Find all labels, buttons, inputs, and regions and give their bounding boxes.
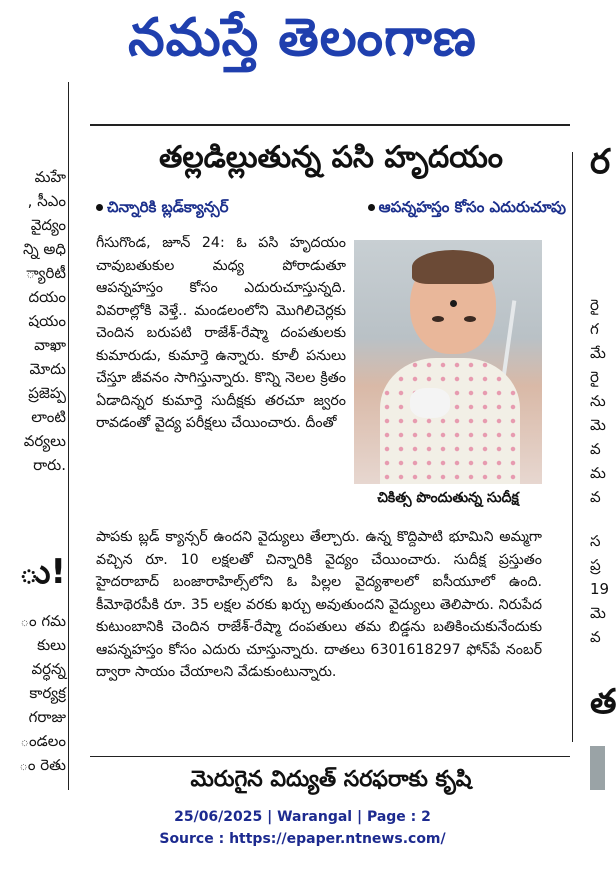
bindi-shape xyxy=(450,300,457,307)
kicker-right-text: ఆపన్నహస్తం కోసం ఎదురుచూపు xyxy=(378,198,566,216)
right-fragment: మె xyxy=(590,604,606,622)
left-fragment: వాఖా xyxy=(34,336,66,354)
right-fragment: వ xyxy=(590,628,601,646)
right-fragment: వ xyxy=(590,440,601,458)
article-kickers xyxy=(96,198,566,220)
right-fragment: మె xyxy=(590,416,606,434)
left-column xyxy=(0,82,66,790)
right-fragment: గ xyxy=(590,320,599,338)
newspaper-clipping xyxy=(0,82,616,792)
left-fragment: ం గమ xyxy=(20,612,66,630)
left-fragment: ం రెతు xyxy=(19,756,66,774)
right-fragment: 19 xyxy=(590,580,610,598)
kicker-left xyxy=(96,198,229,220)
top-rule xyxy=(90,124,570,126)
article-body-bottom xyxy=(96,526,542,684)
right-fragment: రై xyxy=(590,296,599,314)
left-fragment: దయం xyxy=(28,288,66,306)
right-fragment: మ xyxy=(590,464,606,482)
bullet-icon xyxy=(96,204,103,211)
right-fragment: మే xyxy=(590,344,606,362)
bullet-icon xyxy=(368,204,375,211)
left-fragment: వైద్యం xyxy=(30,216,66,234)
right-fragment: ను xyxy=(590,392,606,410)
left-fragment: మోదు xyxy=(29,360,66,378)
left-fragment: , సీఎం xyxy=(27,192,66,210)
right-fragment: స xyxy=(590,532,601,550)
left-fragment: ్యారిటీ xyxy=(26,264,66,282)
left-fragment: న్ని అధి xyxy=(22,240,66,258)
left-fragment: వర్ధన్న xyxy=(31,660,66,678)
dress-pattern xyxy=(380,358,520,484)
subhead-rule xyxy=(90,756,570,757)
right-column xyxy=(590,82,616,790)
left-fragment: రారు. xyxy=(33,456,66,474)
eye-shape xyxy=(432,316,444,322)
photo-caption: చికిత్స పొందుతున్న సుదీక్ష xyxy=(377,490,519,506)
right-fragment: వ xyxy=(590,488,601,506)
right-column-image-edge xyxy=(590,746,605,790)
left-fragment: వర్యలు xyxy=(23,432,66,450)
article-paragraph: పాపకు బ్లడ్ క్యాన్సర్ ఉందని వైద్యులు తేల్చారు. ఉన్న కొద్దిపాటి భూమిని అమ్మగా వచ్చిన రూ. 10 లక్షలతో చిన్నారికి వైద్యం చేయించారు. సుదీక్ష ప్రస్తుతం హైదరాబాద్ బంజారాహిల్స్‌లోని ఓ పిల్లల వైద్యశాలలో ఐసీయూలో ఉంది. కీమోథెరపీకి రూ. 35 లక్షల వరకు ఖర్చు అవుతుందని వైద్యులు తెలిపారు. నిరుపేద కుటుంబానికి చెందిన రాజేశ్-రేష్మా దంపతులు తమ బిడ్డను బతికించుకునేందుకు ఆపన్నహస్తం కోసం ఎదురు చూస్తున్నారు. దాతలు 6301618297 ఫోన్‌పే నంబర్ ద్వారా సాయం చేయాలని వేడుకుంటున్నారు. xyxy=(96,529,542,680)
child-photo xyxy=(354,240,542,484)
masthead xyxy=(0,0,605,80)
page-footer xyxy=(0,806,605,850)
bandaged-hand-shape xyxy=(410,388,450,418)
article-paragraph: గీసుగొండ, జూన్ 24: ఓ పసి హృదయం చావుబతుకుల మధ్య పోరాడుతూ ఆపన్నహస్తం కోసం ఎదురుచూస్తున్నది. వివరాల్లోకి వెళ్తే.. మండలంలోని మొగిలిచెర్లకు చెందిన బరుపటి రాజేశ్-రేష్మా దంపతులకు కుమారుడు, కుమార్తె ఉన్నారు. కూలీ పనులు చేస్తూ జీవనం సాగిస్తున్నారు. కొన్ని నెలల క్రితం ఏడాదిన్నర కుమార్తె సుదీక్షకు తరచూ జ్వరం రావడంతో వైద్య పరీక్షలు చేయించారు. దీంతో xyxy=(96,235,346,431)
newspaper-logo: నమస్తే తెలంగాణ xyxy=(128,8,477,68)
left-fragment: ప్రజెప్ప xyxy=(28,384,66,402)
child-hair-shape xyxy=(412,250,494,284)
article-headline: తల్లడిల్లుతున్న పసి హృదయం xyxy=(159,140,503,175)
left-fragment: కులు xyxy=(37,636,66,654)
left-column-rule xyxy=(68,82,69,790)
right-column-lower-fragment: త xyxy=(590,682,616,722)
left-fragment: షయం xyxy=(28,312,66,330)
left-fragment: ండలం xyxy=(20,732,66,750)
right-fragment: ప్ర xyxy=(590,556,601,574)
eye-shape xyxy=(464,316,476,322)
article-body-top xyxy=(96,232,346,435)
next-article-headline: మెరుగైన విద్యుత్ సరఫరాకు కృషి xyxy=(190,767,472,792)
left-fragment: గరాజు xyxy=(28,708,66,726)
right-column-rule xyxy=(572,152,573,742)
right-fragment: రై xyxy=(590,368,599,386)
footer-source-line: Source : https://epaper.ntnews.com/ xyxy=(159,831,446,847)
kicker-right xyxy=(368,198,566,220)
kicker-left-text: చిన్నారికి బ్లడ్‌క్యాన్సర్ xyxy=(107,198,229,216)
left-fragment: మహే xyxy=(34,168,66,186)
footer-date-line: 25/06/2025 | Warangal | Page : 2 xyxy=(174,809,431,825)
left-fragment: లాంటి xyxy=(31,408,66,426)
left-fragment: కార్యక్ర xyxy=(29,684,66,702)
right-column-headline-fragment: ర xyxy=(590,142,611,182)
left-column-headline-fragment: ు! xyxy=(19,552,66,592)
